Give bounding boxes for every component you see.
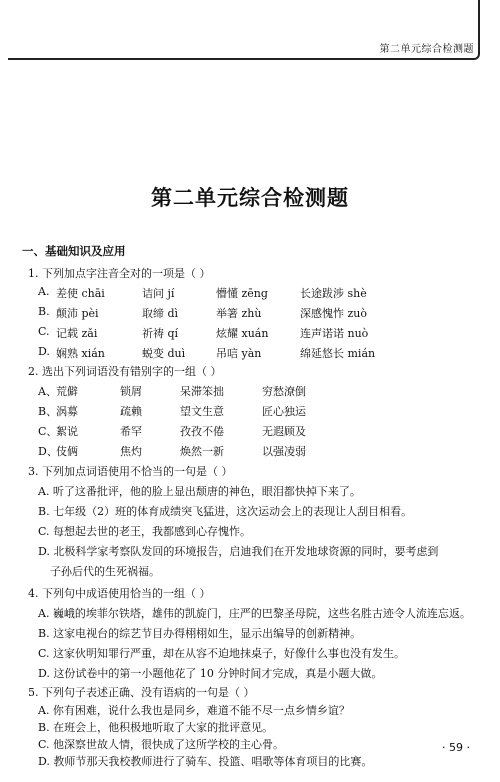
question-3-option-d: D. 北极科学家考察队发回的环境报告，启迪我们在开发地球资源的同时，要考虑到 <box>38 545 439 558</box>
question-5-option-d: D. 教师节那天我校教师进行了骑车、投篮、唱歌等体育项目的比赛。 <box>38 755 373 768</box>
option-letter: D. <box>38 345 50 358</box>
option-item: 深感愧怍 zuò <box>300 307 367 320</box>
option-item: 匠心独运 <box>262 405 306 418</box>
option-item: 绵延悠长 mián <box>300 347 376 360</box>
option-item: 差使 chāi <box>56 287 105 300</box>
option-item: 颠沛 pèi <box>56 307 99 320</box>
option-item: 诘问 jí <box>142 287 175 300</box>
option-letter: A. <box>38 285 50 298</box>
option-item: 以强凌弱 <box>262 445 306 458</box>
question-3-option-c: C. 每想起去世的老王，我都感到心存愧怍。 <box>38 525 252 538</box>
question-5-option-a: A. 你有困难，说什么我也是同乡，难道不能不尽一点乡情乡谊？ <box>38 704 350 717</box>
option-item: 连声诺诺 nuò <box>300 327 369 340</box>
question-5-option-b: B. 在班会上，他积极地听取了大家的批评意见。 <box>38 721 274 734</box>
page-title: 第二单元综合检测题 <box>151 186 349 210</box>
option-item: 无遐顾及 <box>262 425 306 438</box>
option-letter: B、 <box>38 405 58 418</box>
question-3-option-a: A. 听了这番批评，他的脸上显出颓唐的神色，眼泪都快掉下来了。 <box>38 485 361 498</box>
option-item: 炫耀 xuán <box>216 327 269 340</box>
option-item: 絮说 <box>56 425 78 438</box>
running-header: 第二单元综合检测题 <box>379 44 474 55</box>
question-4-option-b: B. 这家电视台的综艺节目办得栩栩如生，显示出编导的创新精神。 <box>38 627 362 640</box>
option-item: 长途跋涉 shè <box>300 287 367 300</box>
option-letter: C. <box>38 325 50 338</box>
section-heading: 一、基础知识及应用 <box>22 244 126 258</box>
option-letter: D、 <box>38 445 58 458</box>
question-5-option-c: C. 他深察世故人情，很快成了这所学校的主心骨。 <box>38 738 285 751</box>
option-item: 穷愁潦倒 <box>262 385 306 398</box>
option-item: 吊唁 yàn <box>216 347 262 360</box>
question-3-stem: 3. 下列加点词语使用不恰当的一句是（ ） <box>28 465 233 478</box>
option-item: 望文生意 <box>180 405 224 418</box>
option-item: 记载 zǎi <box>56 327 98 340</box>
option-item: 孜孜不倦 <box>180 425 224 438</box>
page-number: · 59 · <box>442 741 470 754</box>
option-item: 取缔 dì <box>142 307 179 320</box>
option-item: 涡募 <box>56 405 78 418</box>
option-item: 荒僻 <box>56 385 78 398</box>
option-item: 锁屑 <box>120 385 142 398</box>
option-letter: B. <box>38 305 50 318</box>
option-item: 呆滞笨拙 <box>180 385 224 398</box>
question-4-option-a: A. 巍峨的埃菲尔铁塔，雄伟的凯旋门，庄严的巴黎圣母院，这些名胜古迹令人流连忘返。 <box>38 607 471 620</box>
option-item: 焕然一新 <box>180 445 224 458</box>
option-item: 伎俩 <box>56 445 78 458</box>
question-4-stem: 4. 下列句中成语使用恰当的一组（ ） <box>28 587 211 600</box>
option-item: 蜕变 duì <box>142 347 186 360</box>
question-3-option-d-continued: 子孙后代的生死祸福。 <box>50 565 160 578</box>
option-item: 娴熟 xián <box>56 347 105 360</box>
option-item: 焦灼 <box>120 445 142 458</box>
question-3-option-b: B. 七年级（2）班的体育成绩突飞猛进，这次运动会上的表现让人刮目相看。 <box>38 505 413 518</box>
question-5-stem: 5. 下列句子表述正确、没有语病的一句是（ ） <box>28 686 255 699</box>
option-item: 懵懂 zēng <box>216 287 268 300</box>
option-item: 疏赖 <box>120 405 142 418</box>
question-1-stem: 1. 下列加点字注音全对的一项是（ ） <box>28 267 211 280</box>
option-letter: C、 <box>38 425 58 438</box>
question-4-option-c: C. 这家伙明知罪行严重，却在从容不迫地抹桌子，好像什么事也没有发生。 <box>38 647 406 660</box>
question-2-stem: 2. 选出下列词语没有错别字的一组（ ） <box>28 365 222 378</box>
option-letter: A、 <box>38 385 57 398</box>
option-item: 举箸 zhù <box>216 307 262 320</box>
option-item: 祈祷 qí <box>142 327 179 340</box>
option-item: 希罕 <box>120 425 142 438</box>
question-4-option-d: D. 这份试卷中的第一小题他花了 10 分钟时间才完成，真是小题大做。 <box>38 667 383 680</box>
